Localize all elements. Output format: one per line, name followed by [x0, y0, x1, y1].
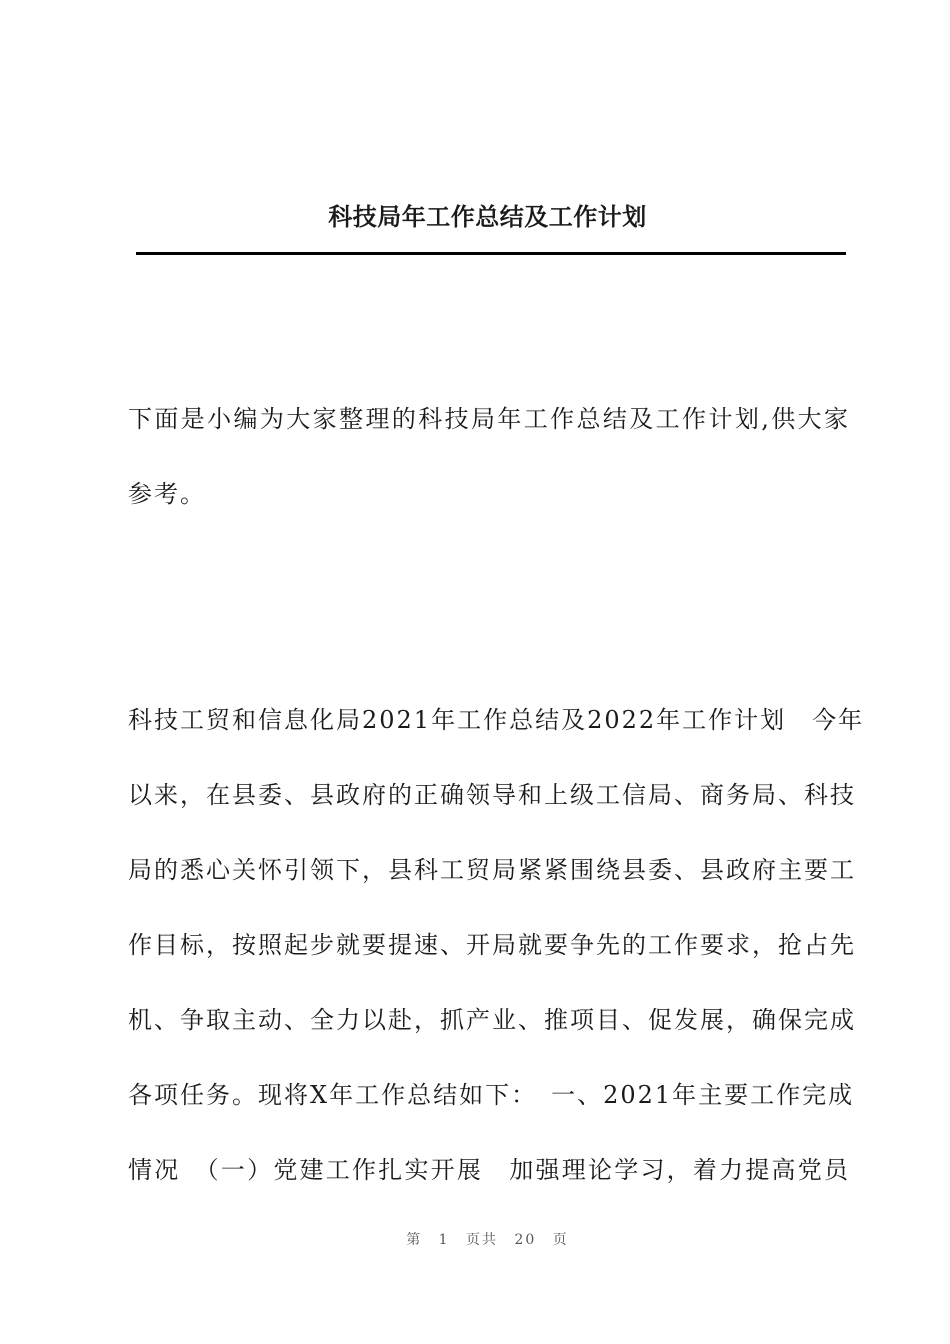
- body-line: 以来，在县委、县政府的正确领导和上级工信局、商务局、科技: [128, 781, 856, 809]
- body-line: 机、争取主动、全力以赴，抓产业、推项目、促发展，确保完成: [128, 1006, 856, 1034]
- title-underline: [136, 252, 846, 255]
- body-line: 科技工贸和信息化局2021年工作总结及2022年工作计划 今年: [128, 706, 865, 734]
- body-line: 情况 （一）党建工作扎实开展 加强理论学习，着力提高党员: [128, 1156, 850, 1184]
- body-line: 作目标，按照起步就要提速、开局就要争先的工作要求，抢占先: [128, 931, 856, 959]
- body-line: 局的悉心关怀引领下，县科工贸局紧紧围绕县委、县政府主要工: [128, 856, 856, 884]
- body-line: 各项任务。现将X年工作总结如下： 一、2021年主要工作完成: [128, 1081, 855, 1109]
- body-paragraph: [128, 683, 865, 1208]
- intro-paragraph: [128, 382, 850, 532]
- page-footer: 第 1 页共 20 页: [406, 1232, 569, 1248]
- intro-line: 参考。: [128, 480, 206, 508]
- document-title: 科技局年工作总结及工作计划: [328, 203, 647, 231]
- intro-line: 下面是小编为大家整理的科技局年工作总结及工作计划,供大家: [128, 405, 850, 433]
